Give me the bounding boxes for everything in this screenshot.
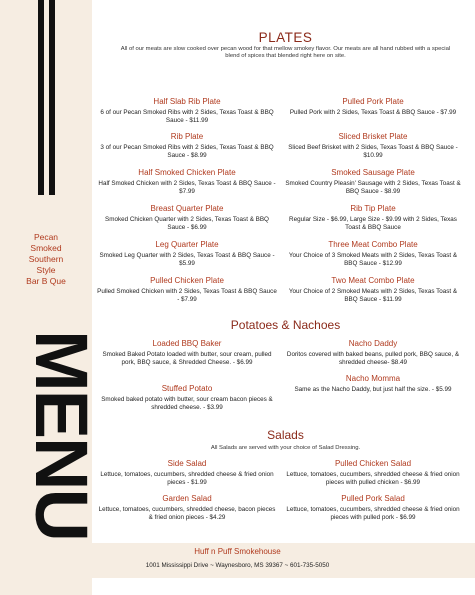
item-desc: 3 of our Pecan Smoked Ribs with 2 Sides, Texas Toast & BBQ Sauce - $8.99 (100, 144, 274, 159)
menu-item (96, 97, 278, 124)
item-desc: Smoked Country Pleasin' Sausage with 2 Sides, Texas Toast & BBQ Sauce - $8.99 (285, 180, 461, 195)
specialty-tagline (0, 232, 92, 287)
specialty-line: Smoked (30, 243, 62, 253)
item-desc: Smoked Leg Quarter with 2 Sides, Texas Toast & BBQ Sauce - $5.99 (99, 252, 275, 267)
item-name: Nacho Daddy (348, 339, 398, 348)
menu-item (96, 339, 278, 366)
decorative-stripe (49, 0, 55, 195)
item-name: Half Smoked Chicken Plate (138, 168, 236, 177)
item-desc: Smoked Baked Potato loaded with butter, sour cream, pulled pork, BBQ sauce, & Shredded Cheese. - $6.99 (102, 351, 272, 366)
item-desc: Lettuce, tomatoes, cucumbers, shredded cheese, bacon pieces & fried onion pieces - $4.29 (98, 506, 276, 521)
specialty-line: Southern (28, 254, 64, 264)
salads-title: Salads (267, 428, 304, 442)
item-desc: Your Choice of 2 Smoked Meats with 2 Sides, Texas Toast & BBQ Sauce - $11.99 (288, 288, 458, 303)
menu-item (96, 459, 278, 486)
item-name: Pulled Chicken Salad (334, 459, 412, 468)
menu-item (96, 132, 278, 159)
menu-item (282, 97, 464, 117)
item-name: Garden Salad (162, 494, 212, 503)
item-name: Smoked Sausage Plate (331, 168, 415, 177)
menu-item (282, 374, 464, 394)
specialty-line: Pecan (33, 232, 59, 242)
menu-word-text: MENU (20, 330, 103, 540)
menu-item (96, 240, 278, 267)
item-desc: Lettuce, tomatoes, cucumbers, shredded cheese & fried onion pieces - $1.99 (100, 471, 274, 486)
item-name: Rib Plate (170, 132, 204, 141)
plates-title: PLATES (258, 30, 313, 45)
menu-item (282, 204, 464, 231)
item-name: Sliced Brisket Plate (338, 132, 408, 141)
item-desc: Sliced Beef Brisket with 2 Sides, Texas Toast & BBQ Sauce - $10.99 (288, 144, 458, 159)
item-name: Pulled Pork Salad (341, 494, 405, 503)
item-desc: Half Smoked Chicken with 2 Sides, Texas Toast & BBQ Sauce - $7.99 (98, 180, 276, 195)
restaurant-address: 1001 Mississippi Drive ~ Waynesboro, MS 39367 ~ 601-735-5050 (145, 562, 330, 569)
menu-item (96, 276, 278, 303)
item-desc: Doritos covered with baked beans, pulled pork, BBQ sauce, & shredded cheese- $8.49 (286, 351, 460, 366)
item-desc: 6 of our Pecan Smoked Ribs with 2 Sides, Texas Toast & BBQ Sauce - $11.99 (100, 109, 274, 124)
item-desc: Regular Size - $6.99, Large Size - $9.99 with 2 Sides, Texas Toast & BBQ Sauce (289, 216, 457, 231)
menu-item (282, 132, 464, 159)
specialty-line: Style (36, 265, 56, 275)
item-name: Leg Quarter Plate (155, 240, 219, 249)
menu-item (282, 240, 464, 267)
item-name: Breast Quarter Plate (150, 204, 224, 213)
item-name: Nacho Momma (345, 374, 401, 383)
item-name: Half Slab Rib Plate (153, 97, 221, 106)
item-name: Side Salad (167, 459, 207, 468)
menu-item (96, 204, 278, 231)
item-name: Three Meat Combo Plate (328, 240, 418, 249)
item-desc: Lettuce, tomatoes, cucumbers, shredded cheese & fried onion pieces with pulled pork - $6.99 (286, 506, 460, 521)
menu-item (282, 494, 464, 521)
menu-item (96, 168, 278, 195)
menu-item (282, 339, 464, 366)
footer (0, 543, 475, 578)
menu-word-vertical (20, 330, 103, 540)
item-name: Rib Tip Plate (350, 204, 396, 213)
menu-item (282, 168, 464, 195)
item-desc: Your Choice of 3 Smoked Meats with 2 Sides, Texas Toast & BBQ Sauce - $12.99 (288, 252, 458, 267)
restaurant-name: Huff n Puff Smokehouse (194, 547, 281, 556)
item-desc: Smoked Chicken Quarter with 2 Sides, Texas Toast & BBQ Sauce - $6.99 (105, 216, 269, 231)
item-name: Pulled Chicken Plate (150, 276, 224, 285)
specialty-line: Bar B Que (26, 276, 66, 286)
menu-item (282, 459, 464, 486)
menu-item (96, 384, 278, 411)
menu-item (282, 276, 464, 303)
item-name: Stuffed Potato (161, 384, 213, 393)
menu-item (96, 494, 278, 521)
item-name: Two Meat Combo Plate (331, 276, 415, 285)
item-desc: Smoked baked potato with butter, sour cream bacon pieces & shredded cheese. - $3.99 (101, 396, 273, 411)
decorative-stripe (38, 0, 44, 195)
salads-intro: All Salads are served with your choice of Salad Dressing. (210, 445, 361, 451)
item-desc: Same as the Nacho Daddy, but just half the size. - $5.99 (294, 386, 452, 393)
item-desc: Lettuce, tomatoes, cucumbers, shredded cheese & fried onion pieces with pulled chicken - $6.99 (286, 471, 460, 486)
item-name: Loaded BBQ Baker (152, 339, 222, 348)
item-name: Pulled Pork Plate (342, 97, 404, 106)
item-desc: Pulled Smoked Chicken with 2 Sides, Texas Toast & BBQ Sauce - $7.99 (97, 288, 277, 303)
plates-intro: All of our meats are slow cooked over pecan wood for that mellow smokey flavor. Our meats are all hand rubbed with a special blend of spices that blended right here on site. (120, 46, 451, 59)
item-desc: Pulled Pork with 2 Sides, Texas Toast & BBQ Sauce - $7.99 (289, 109, 457, 116)
potatoes-title: Potatoes & Nachoes (230, 318, 341, 332)
